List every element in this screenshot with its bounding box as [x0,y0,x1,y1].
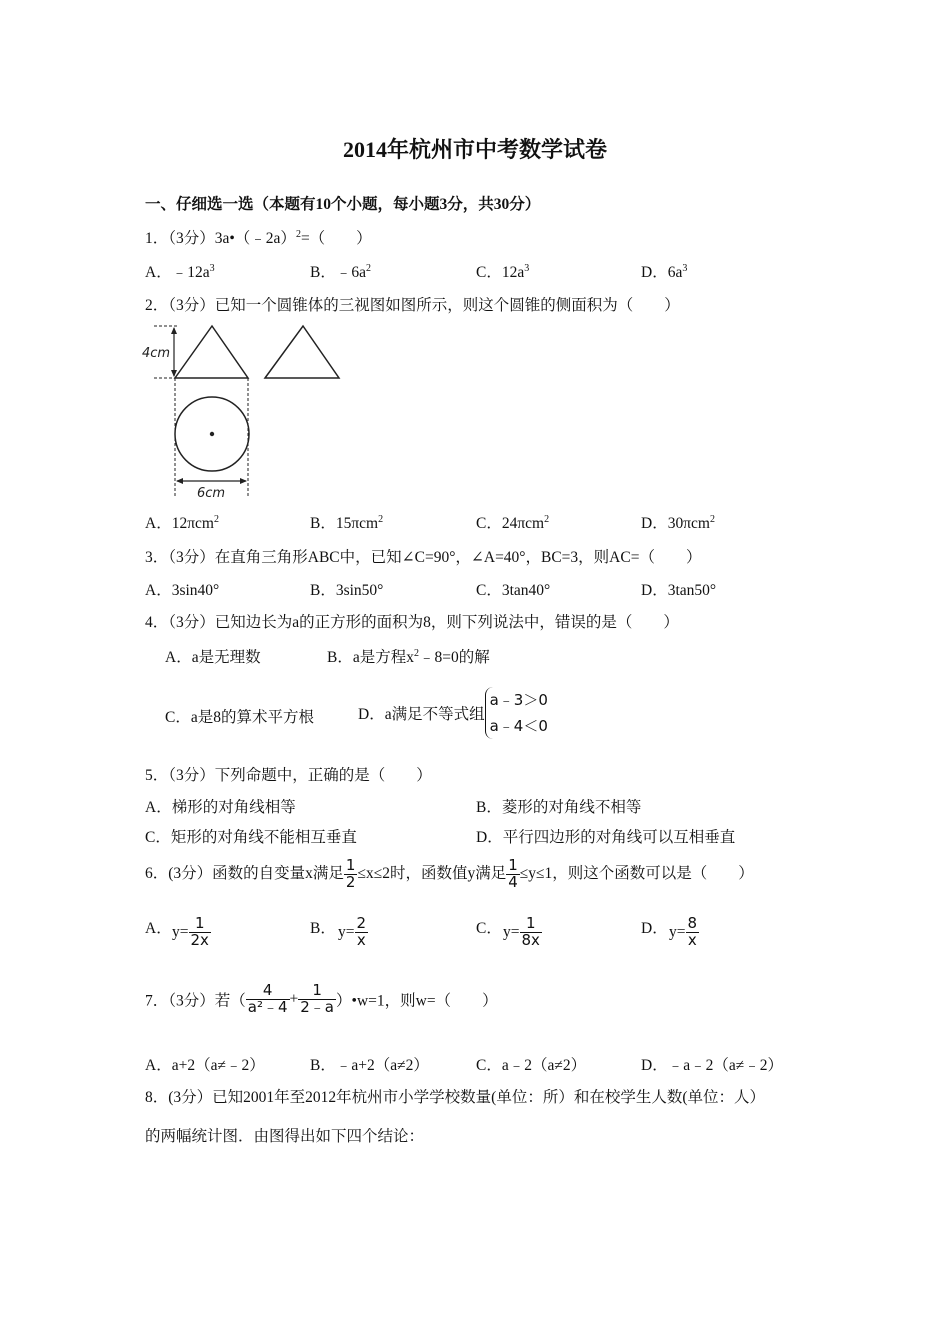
q4-option-a: A．a是无理数 [165,649,261,666]
inequality-system: a﹣3＞0 a﹣4＜0 [485,687,548,739]
q6-option-a: A． [145,920,172,937]
q2-option-a: A．12πcm$^2$ [145,514,219,532]
q3-option-b: B．3sin50° [310,582,384,599]
question-8-stem-line1: 8．(3分）已知2001年至2012年杭州市小学学校数量(单位：所）和在校学生人数(单位：人） [145,1089,765,1106]
q6-option-a-expr: y= $\frac{1}{2x}$ [172,914,209,949]
width-label: 6cm [197,486,226,501]
q3-option-c: C．3tan40° [476,582,551,599]
q6-option-d-expr: y= $\frac{8}{x}$ [669,914,698,949]
q5-option-c: C．矩形的对角线不能相互垂直 [145,829,357,846]
q4-option-d: D．a满足不等式组a﹣3＞0 a﹣4＜0 [358,687,548,739]
q6-option-b: B． [310,920,336,937]
q2-option-d: D．30πcm$^2$ [641,514,715,532]
q3-option-a: A．3sin40° [145,582,220,599]
question-1-stem: 1．（3分）3a•（﹣2a）$^2$=（ ） [145,229,372,247]
q5-option-d: D．平行四边形的对角线可以互相垂直 [476,829,736,846]
fraction: $\frac{1}{2﹣a}$ [300,981,335,1016]
q6-option-d: D． [641,920,668,937]
fraction: $\frac{1}{2}$ [345,856,356,891]
q7-option-c: C．a﹣2（a≠2） [476,1057,587,1074]
cone-three-view-figure [140,322,350,502]
q6-option-c-expr: y= $\frac{1}{8x}$ [503,914,540,949]
q7-option-d: D．﹣a﹣2（a≠﹣2） [641,1057,783,1074]
question-5-stem: 5．（3分）下列命题中，正确的是（ ） [145,767,432,784]
q7-option-a: A．a+2（a≠﹣2） [145,1057,265,1074]
question-6-stem: 6．(3分）函数的自变量x满足 $\frac{1}{2}$ ≤x≤2时，函数值y满足 $\frac{1}{4}$ ≤y≤1，则这个函数可以是（ ） [145,856,754,891]
q4-option-b: B．a是方程$x^2﹣8=0$的解 [327,648,490,666]
height-label: 4cm [142,346,171,361]
q2-option-b: B．15πcm$^2$ [310,514,384,532]
question-8-stem-line2: 的两幅统计图．由图得出如下四个结论： [145,1128,425,1145]
question-2-stem: 2．（3分）已知一个圆锥体的三视图如图所示，则这个圆锥的侧面积为（ ） [145,297,680,314]
fraction: $\frac{4}{\text{a²﹣4}}$ [247,981,288,1016]
question-3-stem: 3．（3分）在直角三角形ABC中，已知∠C=90°，∠A=40°，BC=3，则AC=（ ） [145,549,702,566]
question-7-stem: 7．（3分）若（ $\frac{4}{\text{a²﹣4}}$ + $\frac{1}{2﹣a}$ ）•w=1，则w=（ ） [145,981,498,1016]
q6-option-b-expr: y= $\frac{2}{x}$ [338,914,367,949]
q1-option-d: D．$6a^3$ [641,263,688,281]
q4-option-c: C．a是8的算术平方根 [165,709,314,726]
q3-option-d: D．3tan50° [641,582,717,599]
fraction: $\frac{1}{4}$ [508,856,518,891]
q6-option-c: C． [476,920,502,937]
q1-option-a: A．$﹣12a^3$ [145,263,215,281]
q2-option-c: C．24πcm$^2$ [476,514,550,532]
question-4-stem: 4．（3分）已知边长为a的正方形的面积为8，则下列说法中，错误的是（ ） [145,614,679,631]
section-heading: 一、仔细选一选（本题有10个小题，每小题3分，共30分） [145,196,541,213]
q7-option-b: B．﹣a+2（a≠2） [310,1057,429,1074]
q1-option-c: C．$12a^3$ [476,263,530,281]
page-title: 2014年杭州市中考数学试卷 [342,137,607,162]
q5-option-a: A．梯形的对角线相等 [145,799,296,816]
q1-option-b: B．$﹣6a^2$ [310,263,371,281]
q5-option-b: B．菱形的对角线不相等 [476,799,642,816]
